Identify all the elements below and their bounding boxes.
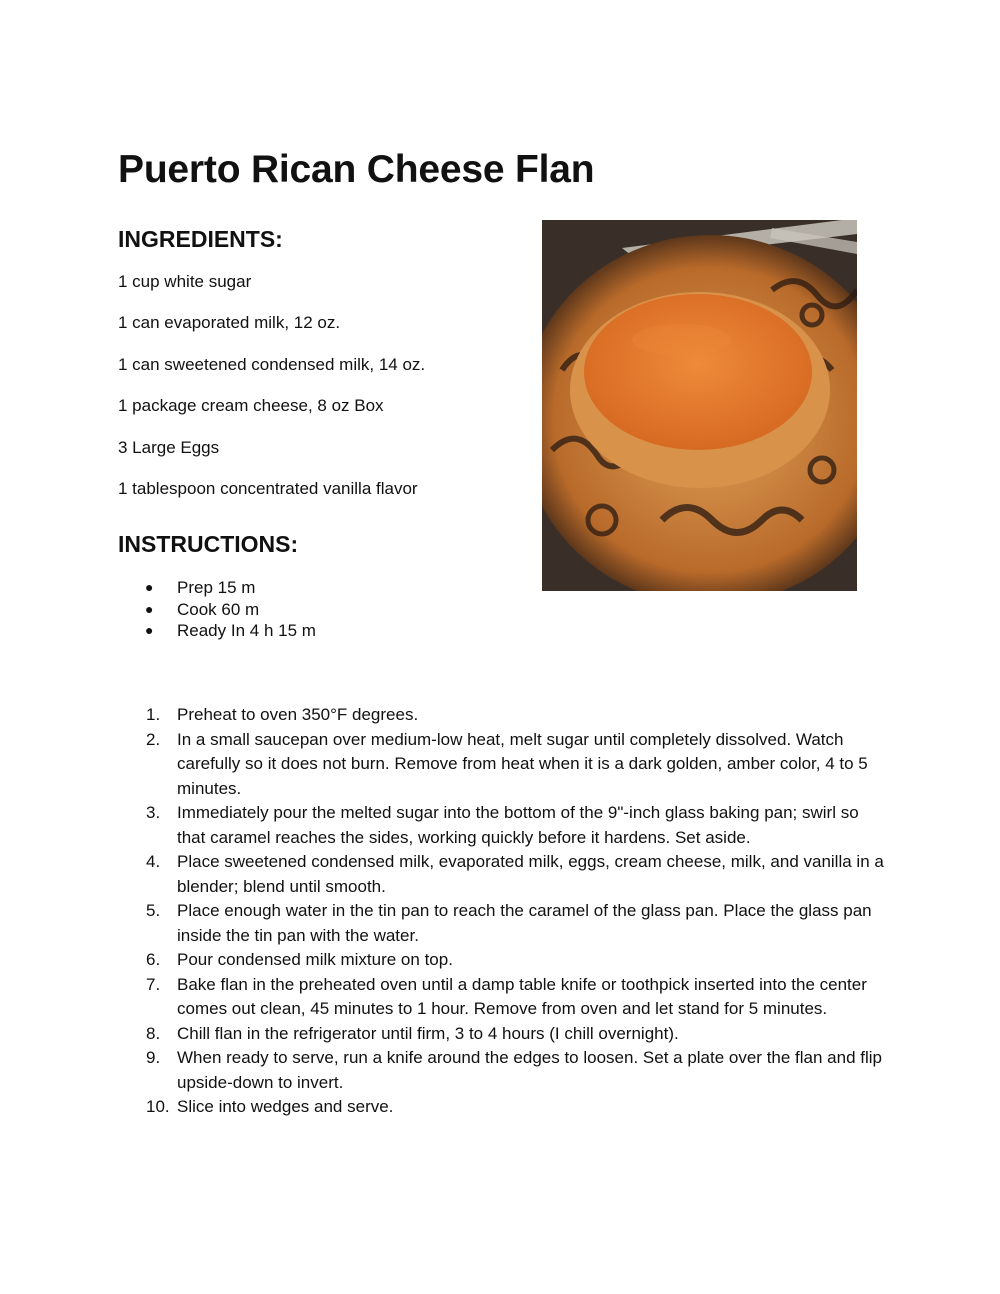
step-number: 5. — [146, 901, 161, 920]
bullet-icon: ● — [145, 622, 154, 638]
step-item — [146, 850, 891, 899]
step-number: 9. — [146, 1048, 161, 1067]
step-text: Bake flan in the preheated oven until a damp table knife or toothpick inserted into the center comes out clean, 45 minutes to 1 hour. Remove from oven and let stand for 5 minutes. — [177, 974, 867, 1018]
timing-text: Ready In 4 h 15 m — [177, 621, 316, 640]
step-item — [146, 1095, 891, 1120]
ingredient-item: 1 package cream cheese, 8 oz Box — [118, 396, 384, 416]
step-item — [146, 1022, 891, 1047]
step-text: Pour condensed milk mixture on top. — [177, 950, 453, 969]
step-item — [146, 801, 891, 850]
step-text: Place enough water in the tin pan to reach the caramel of the glass pan. Place the glass pan inside the tin pan with the water. — [177, 901, 872, 945]
timing-item — [145, 620, 316, 642]
step-item — [146, 1046, 891, 1095]
step-text: Immediately pour the melted sugar into the bottom of the 9"-inch glass baking pan; swirl so that caramel reaches the sides, working quickly before it hardens. Set aside. — [177, 803, 859, 847]
step-number: 4. — [146, 852, 161, 871]
steps-list — [146, 703, 891, 1120]
ingredient-item: 1 can evaporated milk, 12 oz. — [118, 313, 341, 333]
timing-text: Prep 15 m — [177, 578, 256, 597]
timing-item — [145, 577, 316, 599]
step-number: 6. — [146, 950, 161, 969]
step-text: Slice into wedges and serve. — [177, 1097, 394, 1116]
timing-list — [145, 577, 316, 642]
bullet-icon: ● — [145, 579, 154, 595]
instructions-heading: INSTRUCTIONS: — [118, 531, 299, 557]
recipe-title: Puerto Rican Cheese Flan — [118, 148, 595, 191]
step-item — [146, 948, 891, 973]
step-number: 3. — [146, 803, 161, 822]
timing-text: Cook 60 m — [177, 599, 260, 619]
step-item — [146, 728, 891, 802]
caramel-top — [584, 294, 812, 450]
step-number: 2. — [146, 729, 161, 749]
timing-item — [145, 599, 316, 621]
ingredients-list — [118, 271, 425, 519]
step-item — [146, 973, 891, 1022]
ingredient-item: 1 tablespoon concentrated vanilla flavor — [118, 478, 418, 498]
step-item — [146, 899, 891, 948]
step-text: In a small saucepan over medium-low heat, melt sugar until completely dissolved. Watch carefully so it does not burn. Remove from heat when it is a dark golden, amber color, 4 to 5 minutes. — [177, 729, 868, 798]
step-number: 7. — [146, 974, 161, 994]
step-text: Place sweetened condensed milk, evaporated milk, eggs, cream cheese, milk, and vanilla in a blender; blend until smooth. — [177, 852, 884, 896]
ingredient-item: 1 can sweetened condensed milk, 14 oz. — [118, 354, 426, 374]
ingredients-heading: INGREDIENTS: — [118, 226, 283, 252]
step-number: 8. — [146, 1023, 161, 1043]
step-text: When ready to serve, run a knife around the edges to loosen. Set a plate over the flan and flip upside-down to invert. — [177, 1048, 883, 1092]
ingredient-item: 3 Large Eggs — [118, 437, 220, 457]
step-item — [146, 703, 891, 728]
flan-photo — [542, 220, 857, 591]
ingredient-item: 1 cup white sugar — [118, 272, 252, 291]
step-number: 10. — [146, 1097, 170, 1116]
step-number: 1. — [146, 705, 161, 724]
step-text: Chill flan in the refrigerator until firm, 3 to 4 hours (I chill overnight). — [177, 1023, 679, 1043]
step-text: Preheat to oven 350°F degrees. — [177, 705, 419, 724]
bullet-icon: ● — [145, 600, 154, 617]
caramel-highlight — [632, 324, 732, 356]
